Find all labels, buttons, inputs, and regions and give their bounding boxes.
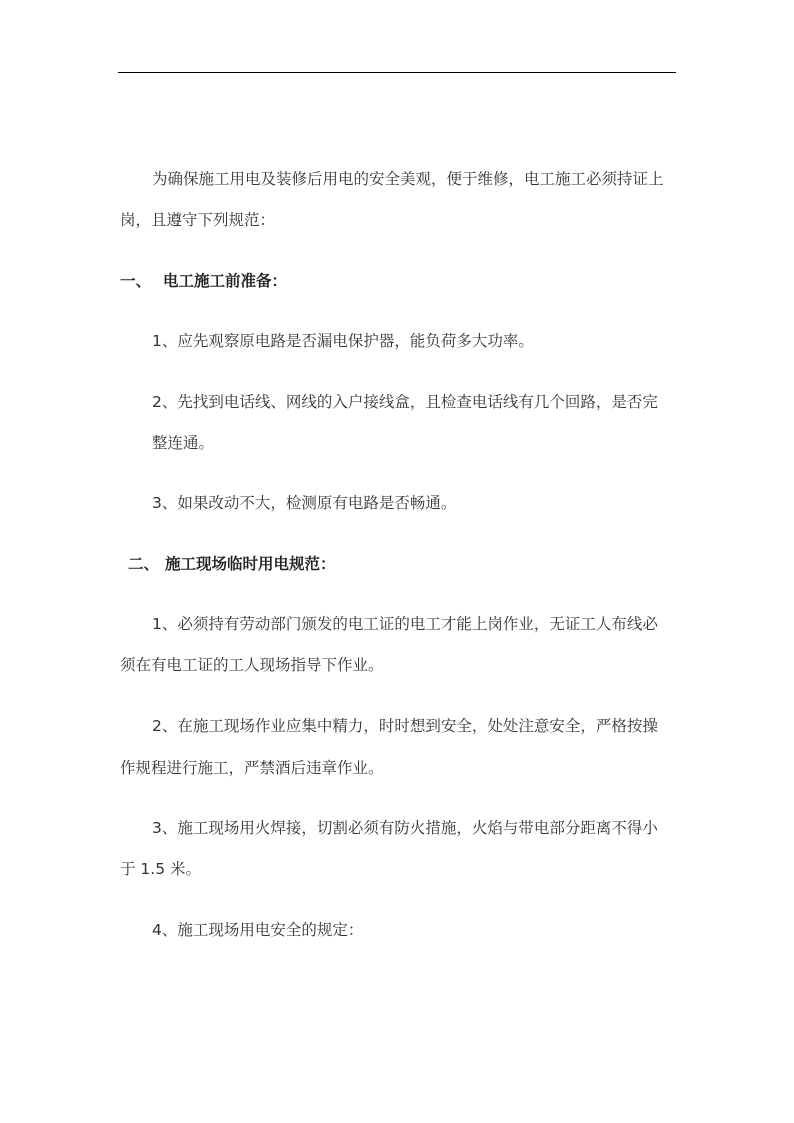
section-1-heading: [120, 271, 287, 291]
section-2-number: 二、: [128, 555, 160, 573]
section-2-title: 施工现场临时用电规范：: [165, 555, 336, 573]
section-1-item-1: 1、应先观察原电路是否漏电保护器，能负荷多大功率。: [152, 332, 534, 350]
section-2-item-1-line-2: 须在有电工证的工人现场指导下作业。: [120, 656, 384, 674]
section-1-title: 电工施工前准备：: [163, 272, 288, 290]
section-1-item-2-line-2: 整连通。: [152, 434, 215, 452]
intro-line-2: 岗，且遵守下列规范：: [120, 211, 276, 229]
section-2-item-2-line-2: 作规程进行施工，严禁酒后违章作业。: [120, 759, 384, 777]
intro-line-1: 为确保施工用电及装修后用电的安全美观，便于维修，电工施工必须持证上: [152, 170, 664, 188]
header-rule: [118, 72, 676, 73]
section-2-item-4: 4、施工现场用电安全的规定：: [152, 921, 364, 939]
section-2-heading: [128, 554, 336, 574]
section-2-item-3-line-1: 3、施工现场用火焊接，切割必须有防火措施，火焰与带电部分距离不得小: [152, 819, 658, 837]
section-1-item-2-line-1: 2、先找到电话线、网线的入户接线盒，且检查电话线有几个回路，是否完: [152, 393, 658, 411]
section-1-number: 一、: [120, 272, 152, 290]
section-2-item-3-line-2: 于 1.5 米。: [120, 860, 202, 878]
section-2-item-2-line-1: 2、在施工现场作业应集中精力，时时想到安全，处处注意安全，严格按操: [152, 717, 658, 735]
section-1-item-3: 3、如果改动不大，检测原有电路是否畅通。: [152, 494, 457, 512]
section-2-item-1-line-1: 1、必须持有劳动部门颁发的电工证的电工才能上岗作业，无证工人布线必: [152, 615, 658, 633]
